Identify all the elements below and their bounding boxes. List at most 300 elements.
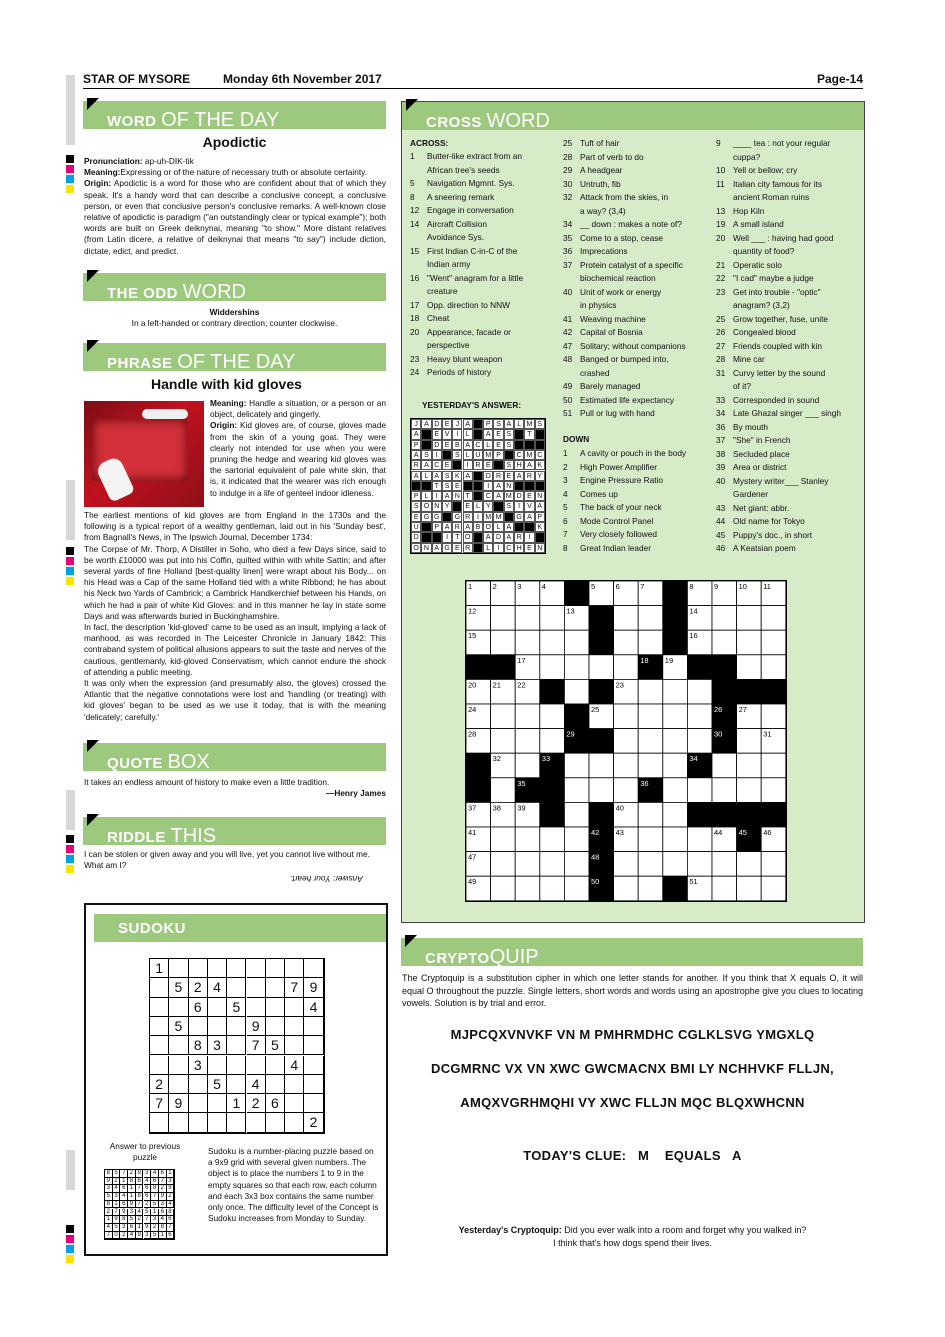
sudoku-cell: 6	[266, 1094, 285, 1113]
sudoku-cell: 4	[167, 1201, 175, 1209]
cell-number: 47	[468, 852, 477, 862]
grid-cell[interactable]	[687, 729, 712, 754]
clue-item	[563, 286, 700, 300]
sudoku-cell[interactable]	[227, 1017, 246, 1036]
glove-finger-icon	[142, 409, 188, 419]
clue-number: 34	[563, 219, 573, 229]
answer-cell: N	[535, 543, 545, 553]
color-swatch	[66, 155, 74, 163]
clue-item	[716, 394, 853, 408]
grid-cell[interactable]	[638, 606, 663, 631]
grid-cell[interactable]	[614, 729, 639, 754]
sudoku-cell[interactable]	[150, 1113, 169, 1132]
grid-cell[interactable]	[515, 606, 540, 631]
sudoku-cell: 6	[144, 1185, 152, 1193]
sudoku-cell[interactable]	[208, 998, 227, 1017]
sudoku-cell: 1	[136, 1224, 144, 1232]
sudoku-cell[interactable]	[189, 959, 208, 978]
grid-cell[interactable]	[687, 852, 712, 877]
grid-cell[interactable]	[712, 852, 737, 877]
grid-cell[interactable]	[638, 876, 663, 901]
phrase-paragraph: The Corpse of Mr. Thorp, A Distiller in Soho, who died a few Days since, said to be worth £10000 was put into his Coffin, quilted within with white Sattin; and after several yards of fine Holland [best-quality linen] were wrapt about his Body... on his Head was a Cap of the same Holland tied with a white Ribbond; he has about his Neck two Yards of Cambrick; a Cambrick Handkerchief between his Hands, on which he had a pair of white Kid Gloves: and in this manner he lay in state some Days and was afterwards buried in Buckinghamshire.	[84, 543, 386, 621]
sudoku-cell[interactable]	[150, 1056, 169, 1075]
grid-cell[interactable]	[638, 679, 663, 704]
cell-number: 17	[517, 655, 526, 665]
answer-cell: B	[452, 440, 462, 450]
answer-cell: A	[483, 429, 493, 439]
grid-cell[interactable]	[614, 876, 639, 901]
clue-item	[563, 394, 700, 408]
sudoku-cell: 5	[128, 1216, 136, 1224]
block-cell	[663, 581, 688, 606]
clue-text: Appearance, facade or	[427, 326, 511, 337]
sudoku-cell[interactable]	[285, 959, 304, 978]
grid-cell[interactable]	[491, 852, 516, 877]
answer-cell: N	[452, 491, 462, 501]
sudoku-cell: 3	[128, 1209, 136, 1217]
clue-number: 38	[716, 448, 726, 459]
grid-cell[interactable]	[737, 852, 762, 877]
word-of-day-body	[84, 156, 386, 257]
grid-cell[interactable]	[687, 827, 712, 852]
clue-item	[716, 286, 853, 300]
grid-cell[interactable]	[564, 876, 589, 901]
sudoku-cell[interactable]	[266, 1017, 285, 1036]
sudoku-cell[interactable]	[266, 978, 285, 997]
sudoku-cell[interactable]	[304, 1017, 323, 1036]
color-swatch	[66, 567, 74, 575]
grid-cell[interactable]	[663, 679, 688, 704]
grid-cell[interactable]	[589, 778, 614, 803]
crossword-grid[interactable]	[465, 580, 787, 902]
sudoku-cell: 4	[285, 1056, 304, 1075]
grid-cell[interactable]	[515, 630, 540, 655]
answer-cell: M	[493, 512, 503, 522]
sudoku-cell[interactable]	[247, 998, 266, 1017]
sudoku-cell[interactable]	[266, 1113, 285, 1132]
sudoku-cell[interactable]	[285, 998, 304, 1017]
grid-cell[interactable]	[712, 753, 737, 778]
sudoku-cell: 5	[266, 1036, 285, 1055]
kid-gloves-photo	[84, 401, 204, 507]
sudoku-cell[interactable]	[150, 978, 169, 997]
grid-cell[interactable]	[687, 704, 712, 729]
clue-item	[410, 245, 547, 259]
answer-cell: G	[442, 543, 452, 553]
grid-cell[interactable]	[712, 778, 737, 803]
sudoku-cell[interactable]	[247, 959, 266, 978]
clue-text: ____ tea : not your regular	[733, 138, 831, 148]
sudoku-cell[interactable]	[169, 959, 188, 978]
grid-cell[interactable]	[564, 802, 589, 827]
cell-number: 31	[763, 729, 772, 739]
answer-cell	[473, 481, 483, 491]
grid-cell[interactable]	[737, 729, 762, 754]
grid-cell[interactable]	[737, 778, 762, 803]
sudoku-cell: 3	[208, 1036, 227, 1055]
sudoku-cell: 1	[150, 959, 169, 978]
clue-number: 47	[563, 340, 573, 351]
sudoku-cell: 5	[105, 1193, 113, 1201]
grid-cell[interactable]	[491, 630, 516, 655]
sudoku-cell: 8	[167, 1209, 175, 1217]
grid-cell[interactable]	[614, 655, 639, 680]
clue-text: Secluded place	[733, 448, 790, 459]
sudoku-cell[interactable]	[285, 1094, 304, 1113]
sudoku-cell[interactable]	[169, 1036, 188, 1055]
sudoku-cell[interactable]	[227, 1113, 246, 1132]
yesterday-cryptoquip-label: Yesterday's Cryptoquip:	[458, 1225, 562, 1235]
sudoku-cell[interactable]	[227, 1036, 246, 1055]
grid-cell[interactable]	[712, 606, 737, 631]
clue-text: Protein catalyst of a specific	[580, 259, 683, 270]
grid-cell[interactable]	[491, 704, 516, 729]
grid-cell[interactable]	[663, 753, 688, 778]
color-swatch	[66, 865, 74, 873]
sudoku-cell: 6	[136, 1178, 144, 1186]
cell-number: 45	[738, 828, 747, 837]
answer-cell: G	[514, 512, 524, 522]
grid-cell[interactable]	[761, 655, 786, 680]
grid-cell[interactable]	[614, 778, 639, 803]
clue-text: Engine Pressure Ratio	[580, 475, 664, 485]
grid-cell[interactable]	[515, 704, 540, 729]
sudoku-cell[interactable]	[208, 1094, 227, 1113]
answer-cell: V	[442, 429, 452, 439]
clue-text: Operatic solo	[733, 259, 782, 270]
grid-cell[interactable]	[687, 778, 712, 803]
answer-cell: G	[421, 512, 431, 522]
section-title-light: QUIP	[489, 946, 539, 968]
sudoku-cell[interactable]	[189, 1017, 208, 1036]
sudoku-cell[interactable]	[304, 1036, 323, 1055]
corner-mark-icon	[87, 270, 99, 282]
clue-text: Area or district	[733, 462, 787, 472]
clue-item	[716, 178, 853, 192]
grid-cell[interactable]	[638, 704, 663, 729]
grid-cell[interactable]	[515, 729, 540, 754]
corner-mark-icon	[87, 814, 99, 826]
grid-cell[interactable]	[589, 655, 614, 680]
sudoku-cell[interactable]	[227, 959, 246, 978]
clue-number: 41	[563, 313, 573, 324]
sudoku-cell[interactable]	[150, 998, 169, 1017]
grid-cell[interactable]	[564, 827, 589, 852]
section-title: THE ODD	[107, 285, 178, 302]
grid-cell[interactable]	[663, 729, 688, 754]
clue-item	[716, 502, 853, 516]
answer-cell: P	[411, 440, 421, 450]
block-cell	[540, 802, 565, 827]
sudoku-cell[interactable]	[208, 1056, 227, 1075]
grid-cell[interactable]	[663, 802, 688, 827]
sudoku-cell[interactable]	[266, 1075, 285, 1094]
grid-cell[interactable]	[761, 876, 786, 901]
grid-cell[interactable]	[564, 679, 589, 704]
sudoku-cell[interactable]	[266, 959, 285, 978]
grid-cell[interactable]	[491, 876, 516, 901]
answer-cell: E	[493, 440, 503, 450]
pron-label: Pronunciation:	[84, 156, 143, 166]
color-swatch	[66, 835, 74, 843]
grid-cell[interactable]	[614, 606, 639, 631]
sudoku-cell: 2	[113, 1178, 121, 1186]
answer-cell: E	[442, 419, 452, 429]
grid-cell[interactable]	[663, 704, 688, 729]
sudoku-cell: 1	[151, 1209, 159, 1217]
sudoku-cell[interactable]	[150, 1036, 169, 1055]
sudoku-cell[interactable]	[285, 1075, 304, 1094]
sudoku-cell[interactable]	[285, 1017, 304, 1036]
grid-cell[interactable]	[564, 852, 589, 877]
grid-cell[interactable]	[737, 630, 762, 655]
grid-cell[interactable]	[540, 704, 565, 729]
grid-cell[interactable]	[638, 753, 663, 778]
grid-cell[interactable]	[663, 827, 688, 852]
sudoku-cell[interactable]	[304, 1075, 323, 1094]
sudoku-cell[interactable]	[227, 1075, 246, 1094]
grid-cell[interactable]	[663, 778, 688, 803]
answer-cell: E	[452, 543, 462, 553]
sudoku-cell[interactable]	[169, 1075, 188, 1094]
clue-number: 24	[410, 367, 420, 377]
sudoku-cell: 6	[120, 1201, 128, 1209]
clue-text: Opp. direction to NNW	[427, 299, 510, 310]
clue-item	[716, 529, 853, 543]
answer-cell	[421, 429, 431, 439]
corner-mark-icon	[87, 340, 99, 352]
grid-cell[interactable]	[638, 729, 663, 754]
sudoku-cell[interactable]	[227, 978, 246, 997]
phrase-definition	[210, 398, 386, 499]
grid-cell[interactable]	[614, 630, 639, 655]
cell-number: 8	[689, 582, 694, 591]
sudoku-cell: 7	[159, 1178, 167, 1186]
clue-item	[563, 191, 700, 205]
color-swatch	[66, 1245, 74, 1253]
answer-cell: S	[504, 501, 514, 511]
sudoku-cell[interactable]	[189, 1094, 208, 1113]
down-label: DOWN	[563, 434, 590, 444]
answer-cell	[493, 501, 503, 511]
grid-cell[interactable]	[540, 729, 565, 754]
grid-cell[interactable]	[761, 606, 786, 631]
grid-cell[interactable]	[761, 778, 786, 803]
grid-cell[interactable]	[491, 729, 516, 754]
grid-cell[interactable]	[687, 679, 712, 704]
across-clues-col1	[410, 150, 547, 380]
block-cell	[589, 606, 614, 631]
grid-cell[interactable]	[589, 753, 614, 778]
sudoku-cell[interactable]	[227, 1056, 246, 1075]
sudoku-cell[interactable]	[266, 998, 285, 1017]
answer-cell: H	[514, 460, 524, 470]
clue-number: 44	[716, 516, 726, 526]
clue-text: Corresponded in sound	[733, 394, 820, 405]
sudoku-cell: 6	[151, 1178, 159, 1186]
clue-number: 20	[716, 232, 726, 243]
clue-item	[410, 231, 547, 245]
sudoku-cell[interactable]	[304, 1094, 323, 1113]
answer-cell: R	[514, 532, 524, 542]
grid-cell[interactable]	[540, 827, 565, 852]
answer-cell	[473, 532, 483, 542]
grid-cell[interactable]	[491, 778, 516, 803]
clue-number: 12	[410, 205, 420, 215]
sudoku-cell[interactable]	[304, 1056, 323, 1075]
clue-item	[716, 191, 853, 205]
sudoku-cell: 7	[285, 978, 304, 997]
section-title: WORD	[107, 113, 157, 130]
answer-cell: C	[483, 491, 493, 501]
answer-cell: M	[524, 450, 534, 460]
grid-cell[interactable]	[737, 606, 762, 631]
sudoku-cell[interactable]	[247, 978, 266, 997]
clue-number: 26	[716, 327, 726, 337]
grid-cell[interactable]	[515, 753, 540, 778]
cell-number: 5	[591, 582, 596, 591]
answer-cell	[473, 419, 483, 429]
grid-cell[interactable]	[564, 630, 589, 655]
clue-item	[716, 421, 853, 435]
grid-cell[interactable]	[737, 753, 762, 778]
grid-cell[interactable]	[491, 827, 516, 852]
clue-text: Great Indian leader	[580, 542, 652, 553]
cryptoquip-line: DCGMRNC VX VN XWC GWCMACNX BMI LY NCHHVKF FLLJN,	[431, 1061, 834, 1076]
crossword-grid-svg[interactable]	[466, 581, 786, 901]
grid-cell[interactable]	[564, 778, 589, 803]
answer-cell: M	[504, 491, 514, 501]
sudoku-cell: 1	[227, 1094, 246, 1113]
grid-cell[interactable]	[515, 876, 540, 901]
clue-item	[563, 407, 700, 421]
grid-cell[interactable]	[540, 630, 565, 655]
cell-number: 42	[591, 828, 600, 837]
sudoku-cell: 4	[105, 1224, 113, 1232]
sudoku-cell[interactable]	[208, 959, 227, 978]
sudoku-cell: 5	[169, 978, 188, 997]
sudoku-cell[interactable]	[266, 1056, 285, 1075]
clue-text: "I cad" maybe a judge	[733, 273, 814, 283]
grid-cell[interactable]	[540, 655, 565, 680]
answer-cell: L	[463, 429, 473, 439]
phrase-paragraph: It was only when the expression (and presumably also, the gloves) crossed the Atlantic that the negative connotations were lost and 'handling (or treating) with kid gloves' began to be used as we use it today, that is with the meaning 'delicately; carefully.'	[84, 678, 386, 722]
word-of-day-header	[83, 101, 386, 129]
sudoku-cell[interactable]	[189, 1113, 208, 1132]
answer-cell: T	[432, 481, 442, 491]
clue-number: 17	[410, 299, 420, 310]
sudoku-cell[interactable]	[169, 1056, 188, 1075]
grid-cell[interactable]	[761, 852, 786, 877]
grid-cell[interactable]	[737, 655, 762, 680]
sudoku-cell: 7	[120, 1170, 128, 1178]
clue-item	[716, 151, 853, 165]
answer-cell: E	[442, 440, 452, 450]
cell-number: 40	[615, 803, 624, 813]
grid-cell[interactable]	[614, 753, 639, 778]
grid-cell[interactable]	[515, 827, 540, 852]
sudoku-cell[interactable]	[285, 1036, 304, 1055]
grid-cell[interactable]	[540, 876, 565, 901]
block-cell	[663, 876, 688, 901]
sudoku-cell: 9	[304, 978, 323, 997]
grid-cell[interactable]	[614, 852, 639, 877]
block-cell	[737, 802, 762, 827]
clue-item	[716, 367, 853, 381]
color-swatch	[66, 175, 74, 183]
cell-number: 3	[517, 582, 522, 591]
sudoku-cell[interactable]	[208, 1017, 227, 1036]
grid-cell[interactable]	[761, 753, 786, 778]
answer-cell: A	[463, 440, 473, 450]
sudoku-cell[interactable]	[189, 1075, 208, 1094]
grid-cell[interactable]	[515, 852, 540, 877]
clue-item	[410, 191, 547, 205]
sudoku-cell[interactable]	[208, 1113, 227, 1132]
clue-item	[563, 218, 700, 232]
sudoku-cell: 8	[105, 1170, 113, 1178]
grid-cell[interactable]	[564, 655, 589, 680]
grid-cell[interactable]	[638, 827, 663, 852]
grid-cell[interactable]	[564, 753, 589, 778]
grid-cell[interactable]	[638, 802, 663, 827]
grid-cell[interactable]	[663, 852, 688, 877]
sudoku-cell[interactable]	[247, 1056, 266, 1075]
answer-cell	[421, 440, 431, 450]
answer-cell: E	[524, 543, 534, 553]
cell-number: 16	[689, 631, 698, 641]
grid-cell[interactable]	[761, 704, 786, 729]
clue-item	[563, 461, 700, 475]
answer-cell: S	[493, 419, 503, 429]
clue-item	[563, 205, 700, 219]
cell-number: 9	[714, 582, 719, 591]
answer-cell	[535, 532, 545, 542]
clue-text: Congealed blood	[733, 327, 796, 337]
grid-cell[interactable]	[638, 852, 663, 877]
sudoku-cell: 9	[144, 1224, 152, 1232]
answer-cell	[421, 522, 431, 532]
sudoku-cell[interactable]	[150, 1017, 169, 1036]
grid-cell[interactable]	[761, 630, 786, 655]
sudoku-cell[interactable]	[247, 1113, 266, 1132]
clue-item	[563, 326, 700, 340]
odd-word-header	[83, 273, 386, 301]
clue-text: Barely managed	[580, 381, 641, 391]
grid-cell[interactable]	[712, 630, 737, 655]
sudoku-cell[interactable]	[285, 1113, 304, 1132]
grid-cell[interactable]	[614, 704, 639, 729]
grid-cell[interactable]	[737, 876, 762, 901]
grid-cell[interactable]	[540, 606, 565, 631]
sudoku-cell: 4	[151, 1170, 159, 1178]
clue-item	[716, 434, 853, 448]
sudoku-cell[interactable]	[304, 959, 323, 978]
sudoku-cell[interactable]	[169, 1113, 188, 1132]
clue-item	[563, 367, 700, 381]
answer-cell	[442, 450, 452, 460]
clue-text: Pull or lug with hand	[580, 408, 655, 418]
sudoku-cell[interactable]	[169, 998, 188, 1017]
grid-cell[interactable]	[638, 630, 663, 655]
clue-number: 5	[563, 502, 568, 512]
clue-number: 39	[716, 462, 726, 472]
grid-cell[interactable]	[712, 876, 737, 901]
grid-cell[interactable]	[540, 852, 565, 877]
cell-number: 41	[468, 828, 477, 837]
sudoku-cell: 9	[113, 1216, 121, 1224]
grid-cell[interactable]	[491, 606, 516, 631]
